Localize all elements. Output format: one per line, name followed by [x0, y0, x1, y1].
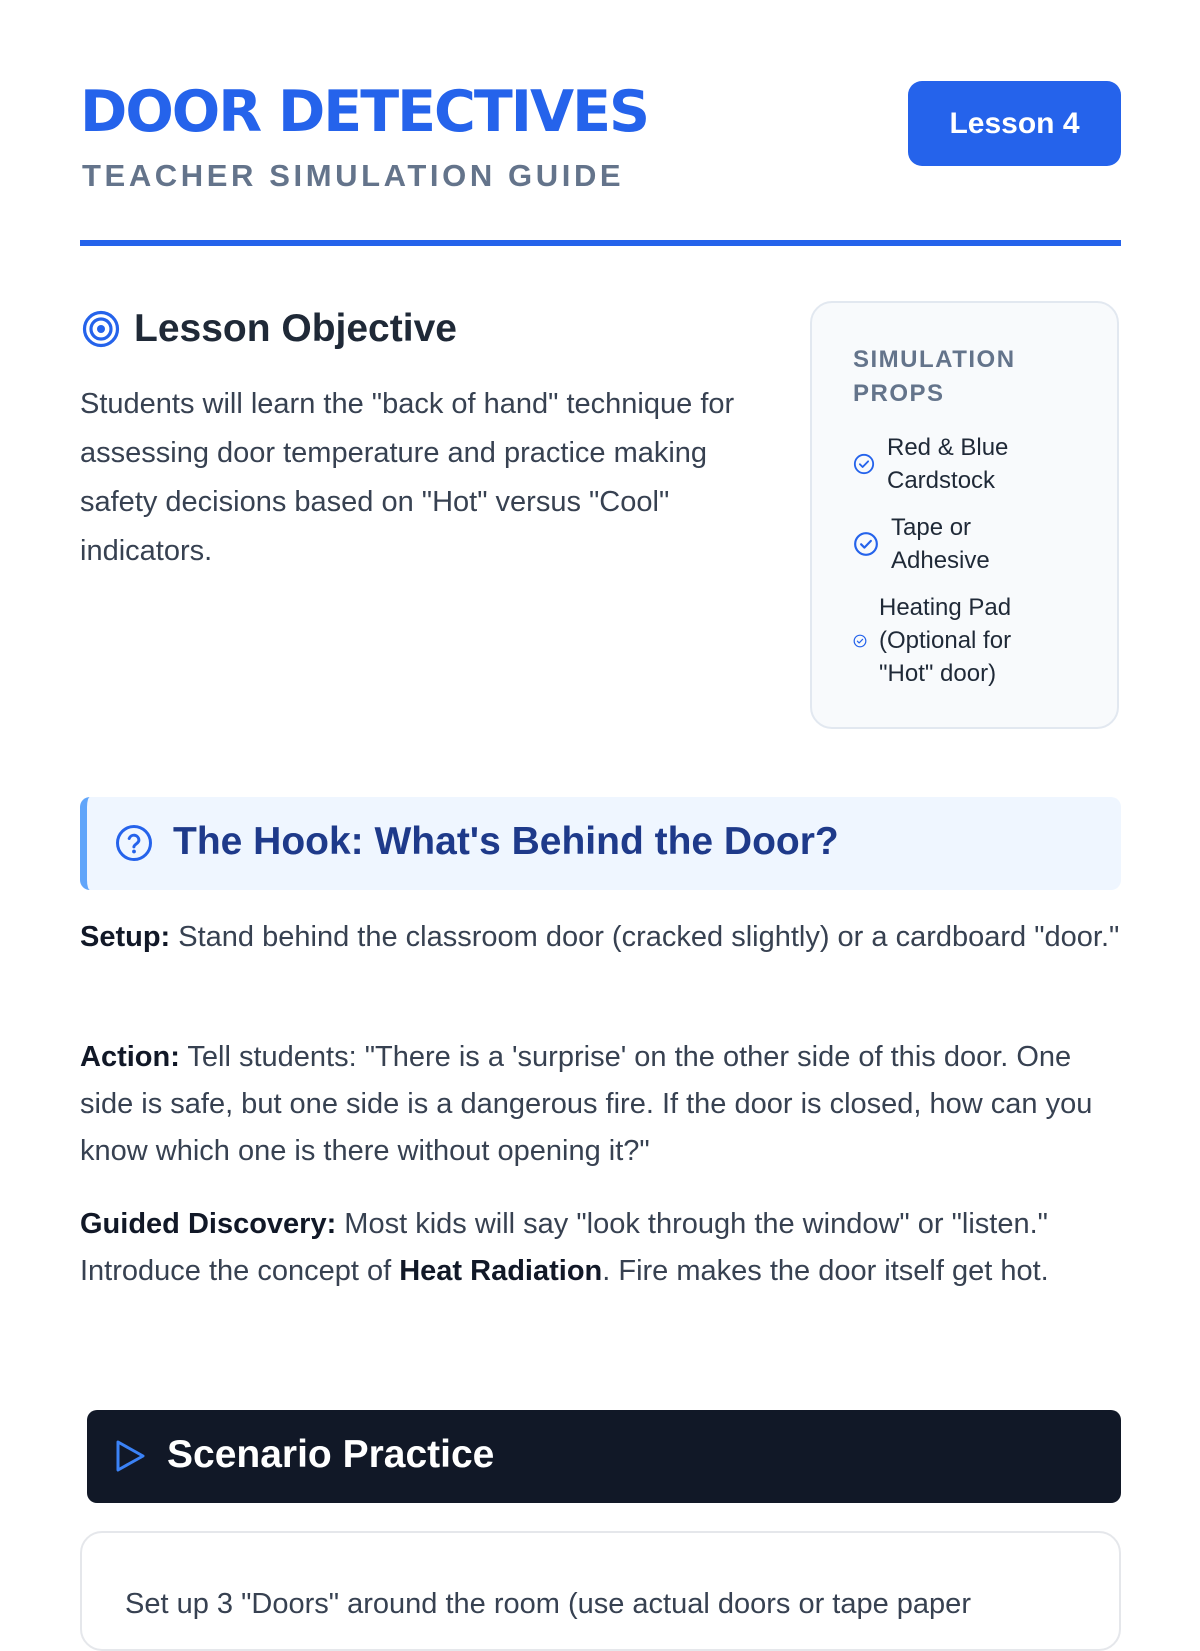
discovery-label: Guided Discovery: — [80, 1208, 337, 1240]
action-label: Action: — [80, 1041, 180, 1073]
objective-heading: Lesson Objective — [134, 307, 457, 350]
prop-label: Red & Blue Cardstock — [887, 434, 1009, 494]
heat-radiation-term: Heat Radiation — [399, 1255, 603, 1287]
prop-label: Heating Pad (Optional for "Hot" door) — [879, 594, 1012, 687]
setup-text: Stand behind the classroom door (cracked slightly) or a cardboard "door." — [170, 921, 1120, 953]
scenario-card — [80, 1531, 1121, 1651]
check-circle-icon — [853, 453, 875, 475]
hook-heading: The Hook: What's Behind the Door? — [173, 820, 839, 863]
help-circle-icon — [115, 824, 153, 862]
hook-discovery-paragraph — [80, 1201, 1130, 1295]
action-text: Tell students: "There is a 'surprise' on the other side of this door. One side is safe, but one side is a dangerous fire. If the door is closed, how can you know which one is there without opening it?" — [80, 1041, 1093, 1167]
lesson-badge: Lesson 4 — [908, 81, 1121, 166]
prop-item — [853, 431, 1037, 497]
objective-text: Students will learn the "back of hand" technique for assessing door temperature and practice making safety decisions based on "Hot" versus "Cool" indicators. — [80, 388, 735, 567]
scenario-heading: Scenario Practice — [167, 1433, 495, 1476]
prop-item — [853, 591, 1039, 690]
discovery-text-end: . Fire makes the door itself get hot. — [602, 1255, 1049, 1287]
prop-label: Tape or Adhesive — [891, 514, 990, 574]
props-title: SIMULATION PROPS — [853, 346, 1016, 407]
hook-action-paragraph — [80, 1034, 1130, 1175]
discovery-text: Most kids will say "look through the window" or "listen." Introduce the concept of — [80, 1208, 1048, 1287]
hook-setup-paragraph — [80, 914, 1130, 961]
play-icon — [111, 1437, 149, 1475]
scenario-intro-text: Set up 3 "Doors" around the room (use actual doors or tape paper — [125, 1588, 971, 1620]
hook-section-banner — [80, 797, 1121, 890]
prop-item — [853, 511, 1021, 577]
check-circle-icon — [853, 634, 867, 648]
setup-label: Setup: — [80, 921, 171, 953]
simulation-props-card — [810, 301, 1119, 729]
check-circle-icon — [853, 531, 879, 557]
page-subtitle: TEACHER SIMULATION GUIDE — [82, 158, 625, 193]
scenario-section-banner — [87, 1410, 1121, 1503]
target-icon — [82, 310, 120, 348]
header-divider — [80, 240, 1121, 246]
page-title: DOOR DETECTIVES — [80, 79, 649, 145]
